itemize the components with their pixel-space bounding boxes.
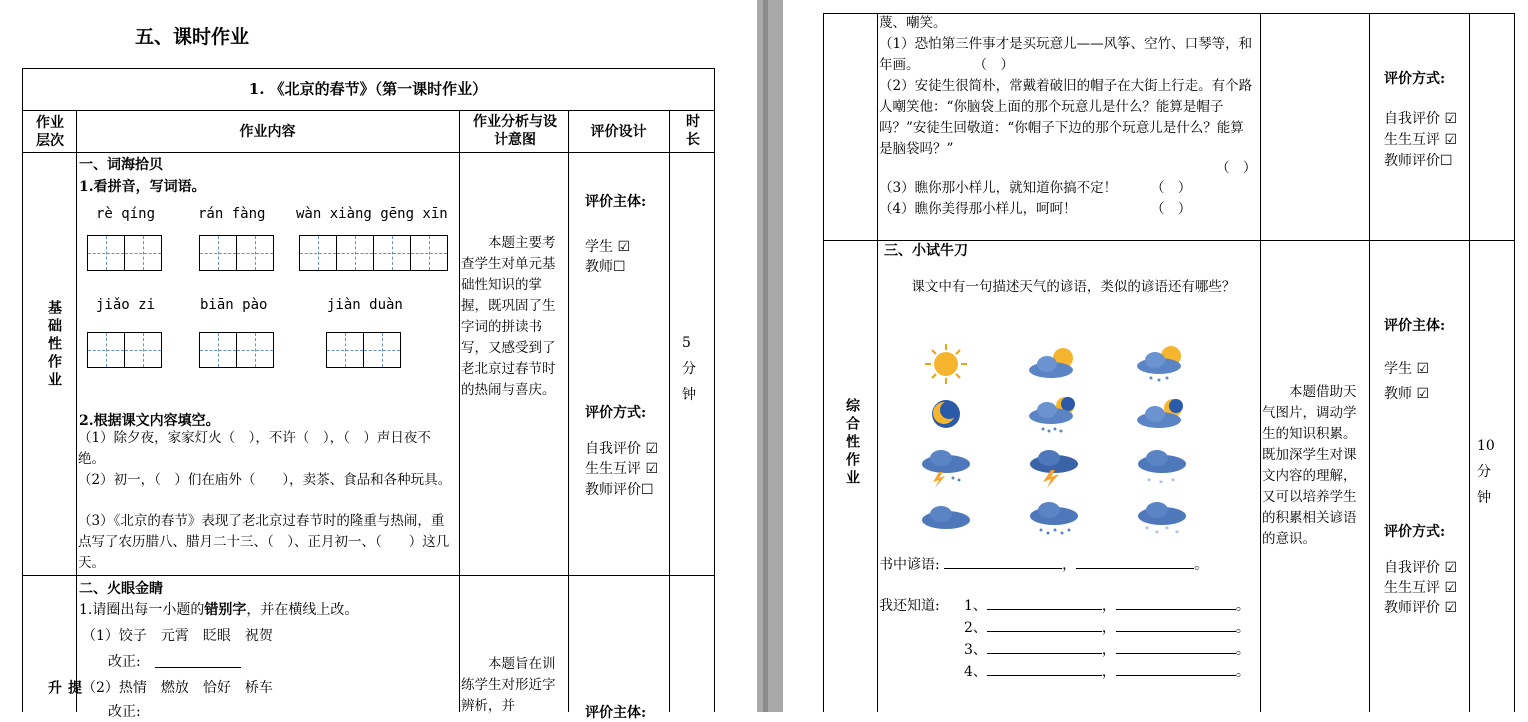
part-title-3: 三、小试牛刀 xyxy=(884,243,968,259)
eval-teacher: 教师评价☐ xyxy=(1384,153,1453,169)
section-title: 五、课时作业 xyxy=(135,26,250,48)
judge-item-4: （4）瞧你美得那小样儿，呵呵！ （ ） xyxy=(879,201,1192,217)
level-comprehensive: 综合性作业 xyxy=(844,398,860,488)
fix-label-1: 改正: xyxy=(108,654,141,670)
col-rule xyxy=(877,13,878,712)
sun-snow-icon xyxy=(1129,342,1195,386)
judge-item-3: （3）瞧你那小样儿，就知道你搞不定！ （ ） xyxy=(879,180,1192,196)
table-border-right xyxy=(714,68,715,712)
pinyin-1: rè qíng xyxy=(96,206,156,222)
col-rule xyxy=(669,110,670,712)
sun-icon xyxy=(913,342,979,386)
answer-line[interactable] xyxy=(155,667,241,668)
eval-teacher: 教师评价 ☑ xyxy=(1384,600,1458,616)
writing-grid[interactable] xyxy=(200,332,274,368)
snow-cloud-icon xyxy=(1129,446,1195,490)
header-level: 作业层次 xyxy=(36,115,64,149)
right-page xyxy=(783,0,1528,712)
writing-grid[interactable] xyxy=(200,235,274,271)
header-evaluation: 评价设计 xyxy=(590,124,647,140)
eval-method-label: 评价方式: xyxy=(585,405,647,421)
partly-cloudy-icon xyxy=(1021,342,1087,386)
level-basic: 基础性作业 xyxy=(46,300,62,390)
answer-line[interactable] xyxy=(987,639,1102,654)
heavy-snow-icon xyxy=(1129,496,1195,540)
pinyin-6: jiàn duàn xyxy=(327,297,403,313)
fill-item-1: （1）除夕夜，家家灯火（ ），不许（ ），（ ）声日夜不绝。 xyxy=(78,430,431,467)
time-comprehensive: 10分钟 xyxy=(1477,438,1495,506)
typo-item-2: （2）热情 燃放 恰好 桥车 xyxy=(82,680,273,696)
writing-grid[interactable] xyxy=(300,235,448,271)
analysis-basic: 本题主要考查学生对单元基础性知识的掌握，既巩固了生字词的拼读书写，又感受到了老北京过春节时的热闹与喜庆。 xyxy=(461,235,556,398)
book-proverb-row: 书中谚语: ， 。 xyxy=(879,554,1208,574)
pinyin-4: jiǎo zi xyxy=(96,297,156,313)
eval-self: 自我评价 ☑ xyxy=(1384,560,1458,576)
col-rule xyxy=(1369,13,1370,712)
question-1: 1.看拼音，写词语。 xyxy=(79,179,206,195)
moon-icon xyxy=(913,392,979,436)
svg-text:*: * xyxy=(1159,479,1163,488)
fill-item-3: （3）《北京的春节》表现了老北京过春节时的隆重与热闹，重点写了农历腊八、腊月二十三、（ ）、正月初一、（ ）这几天。 xyxy=(78,513,450,571)
eval-method-label: 评价方式: xyxy=(1384,71,1446,87)
eval-subject-student: 学生 ☑ xyxy=(585,239,631,255)
table-border-left xyxy=(823,13,824,712)
col-rule xyxy=(76,110,77,712)
svg-text:*: * xyxy=(1155,529,1159,538)
col-rule xyxy=(1469,13,1470,712)
table-rule xyxy=(22,152,714,153)
moon-cloud-rain-icon xyxy=(1021,392,1087,436)
svg-text:*: * xyxy=(1147,477,1151,486)
eval-subject-label-2: 评价主体: xyxy=(585,705,647,721)
analysis-comprehensive: 本题借助天气图片，调动学生的知识积累。既加深学生对课文内容的理解，又可以培养学生的积累相关谚语的意识。 xyxy=(1262,384,1357,547)
thunder-rain-icon xyxy=(913,446,979,490)
eval-subject-student: 学生 ☑ xyxy=(1384,361,1430,377)
header-content: 作业内容 xyxy=(239,124,296,140)
writing-grid[interactable] xyxy=(88,235,162,271)
judge-paren: （ ） xyxy=(1216,160,1257,176)
cont-line: 蔑、嘲笑。 xyxy=(879,15,947,31)
eval-peer: 生生互评 ☑ xyxy=(1384,580,1458,596)
answer-line[interactable] xyxy=(1116,661,1236,676)
pinyin-5: biān pào xyxy=(200,297,268,313)
header-analysis: 作业分析与设计意图 xyxy=(473,114,557,148)
eval-self: 自我评价 ☑ xyxy=(585,441,659,457)
table-title: 1. 《北京的春节》（第一课时作业） xyxy=(248,80,488,98)
writing-grid[interactable] xyxy=(327,332,401,368)
fill-item-2: （2）初一，（ ）们在庙外（ ），卖茶、食品和各种玩具。 xyxy=(78,472,452,488)
eval-subject-label: 评价主体: xyxy=(1384,318,1446,334)
proverb-question: 课文中有一句描述天气的谚语，类似的谚语还有哪些？ xyxy=(911,279,1236,295)
eval-subject-teacher: 教师 ☑ xyxy=(1384,386,1430,402)
part-title-2: 二、火眼金睛 xyxy=(79,581,163,597)
col-rule xyxy=(1260,13,1261,712)
svg-text:*: * xyxy=(1171,477,1175,486)
col-rule xyxy=(459,110,460,712)
analysis-improve: 本题旨在训练学生对形近字辨析，并 xyxy=(461,656,556,714)
rain-cloud-icon xyxy=(1021,496,1087,540)
thunder-icon xyxy=(1021,446,1087,490)
answer-line[interactable] xyxy=(1116,617,1236,632)
question-typo: 1.请圈出每一小题的错别字，并在横线上改。 xyxy=(79,602,359,618)
eval-teacher: 教师评价☐ xyxy=(585,482,654,498)
answer-line[interactable] xyxy=(987,617,1102,632)
pinyin-2: rán fàng xyxy=(198,206,266,222)
time-basic: 5分钟 xyxy=(682,335,696,403)
typo-item-1: （1）饺子 元霄 眨眼 祝贺 xyxy=(82,628,273,644)
level-improve: 提升 xyxy=(46,680,82,698)
answer-line[interactable] xyxy=(1076,554,1194,569)
question-2: 2.根据课文内容填空。 xyxy=(79,413,220,429)
known-proverbs: 1、 ， 。 2、 ， 。 3、 ， 。 4、 ， 。 xyxy=(964,595,1250,683)
answer-line[interactable] xyxy=(1116,595,1236,610)
eval-subject-label: 评价主体: xyxy=(585,194,647,210)
table-border-right xyxy=(1514,13,1515,712)
know-label: 我还知道: xyxy=(879,598,940,614)
eval-self: 自我评价 ☑ xyxy=(1384,111,1458,127)
moon-cloud-icon xyxy=(1129,392,1195,436)
answer-line[interactable] xyxy=(944,554,1062,569)
svg-text:*: * xyxy=(1165,525,1169,534)
judge-item-1: （1）恐怕第三件事才是买玩意儿——风筝、空竹、口琴等，和年画。 （ ） xyxy=(879,36,1253,73)
part-title-1: 一、词海拾贝 xyxy=(79,157,163,173)
eval-subject-teacher: 教师☐ xyxy=(585,259,626,275)
cloud-icon xyxy=(913,496,979,540)
judge-item-2: （2）安徒生很简朴，常戴着破旧的帽子在大街上行走。有个路人嘲笑他：“你脑袋上面的那个玩意儿是什么？能算是帽子吗？”安徒生回敬道：“你帽子下边的那个玩意儿是什么？能算是脑袋吗？” xyxy=(879,78,1253,157)
fix-label-2: 改正: xyxy=(108,704,141,720)
table-rule xyxy=(22,575,714,576)
page-gutter xyxy=(757,0,783,712)
table-border-left xyxy=(22,68,23,712)
header-time: 时长 xyxy=(686,114,700,148)
eval-method-label: 评价方式: xyxy=(1384,524,1446,540)
answer-line[interactable] xyxy=(987,595,1102,610)
eval-peer: 生生互评 ☑ xyxy=(1384,132,1458,148)
table-border-top xyxy=(22,68,714,69)
answer-line[interactable] xyxy=(1116,639,1236,654)
svg-text:*: * xyxy=(1145,525,1149,534)
svg-text:*: * xyxy=(1175,529,1179,538)
answer-line[interactable] xyxy=(987,661,1102,676)
col-rule xyxy=(568,110,569,712)
table-rule xyxy=(22,110,714,111)
eval-peer: 生生互评 ☑ xyxy=(585,461,659,477)
pinyin-3: wàn xiàng gēng xīn xyxy=(296,206,448,222)
writing-grid[interactable] xyxy=(88,332,162,368)
